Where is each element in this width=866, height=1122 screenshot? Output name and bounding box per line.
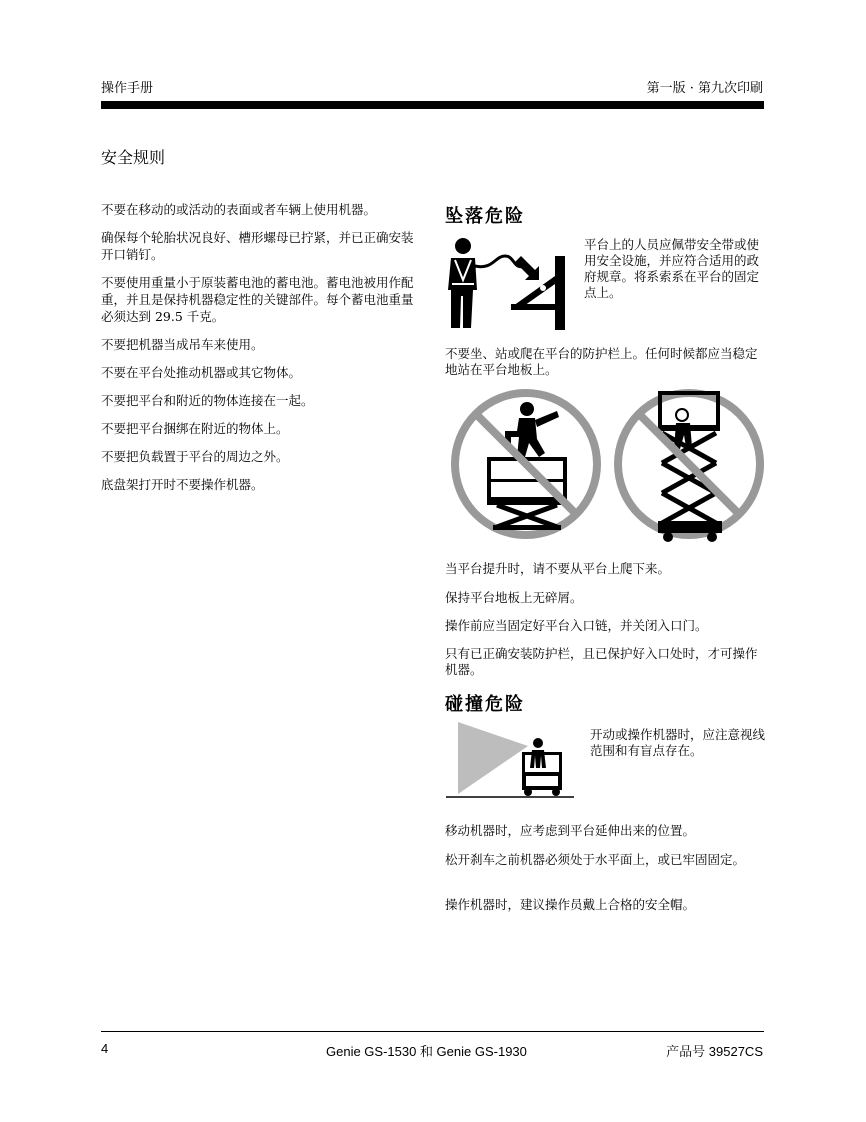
rule-item: 底盘架打开时不要操作机器。	[101, 477, 264, 492]
rule-item: 不要使用重量小于原装蓄电池的蓄电池。蓄电池被用作配重，并且是保持机器稳定性的关键部件。每个蓄电池重量必须达到 29.5 千克。	[101, 275, 414, 324]
left-column	[101, 201, 421, 504]
page-number: 4	[101, 1041, 109, 1056]
collision-hazard-item: 操作机器时，建议操作员戴上合格的安全帽。	[445, 897, 696, 912]
rule-item: 不要把机器当成吊车来使用。	[101, 337, 264, 352]
fall-hazard-item: 当平台提升时，请不要从平台上爬下来。	[445, 561, 671, 576]
harness-lanyard-illustration	[443, 236, 573, 332]
fall-hazard-item: 操作前应当固定好平台入口链，并关闭入口门。	[445, 618, 708, 633]
rule-item: 不要把负载置于平台的周边之外。	[101, 449, 289, 464]
collision-hazard-item: 移动机器时，应考虑到平台延伸出来的位置。	[445, 823, 696, 838]
rule-item: 不要在平台处推动机器或其它物体。	[101, 365, 302, 380]
rule-item: 不要把平台捆绑在附近的物体上。	[101, 421, 289, 436]
rule-item: 确保每个轮胎状况良好、槽形螺母已拧紧，并已正确安装开口销钉。	[101, 230, 414, 262]
no-climbing-guardrail-sign	[449, 387, 603, 541]
fall-hazard-item: 只有已正确安装防护栏，且已保护好入口处时，才可操作机器。	[445, 646, 758, 677]
sight-line-text: 开动或操作机器时，应注意视线范围和有盲点存在。	[590, 727, 766, 758]
section-title: 安全规则	[101, 148, 166, 167]
no-climbing-scissor-sign	[612, 387, 766, 551]
header-edition: 第一版 · 第九次印刷	[646, 81, 763, 96]
guardrail-text: 不要坐、站或爬在平台的防护栏上。任何时候都应当稳定地站在平台地板上。	[445, 346, 758, 377]
footer-part-number: 产品号 39527CS	[666, 1044, 763, 1059]
footer-rule	[101, 1031, 764, 1032]
rule-item: 不要把平台和附近的物体连接在一起。	[101, 393, 314, 408]
header-rule	[101, 101, 764, 109]
footer-model: Genie GS-1530 和 Genie GS-1930	[326, 1044, 527, 1059]
rule-item: 不要在移动的或活动的表面或者车辆上使用机器。	[101, 202, 377, 217]
harness-text: 平台上的人员应佩带安全带或使用安全设施，并应符合适用的政府规章。将系索系在平台的固定点上。	[584, 237, 760, 300]
sight-line-illustration	[446, 720, 574, 800]
fall-hazard-title: 坠落危险	[445, 206, 525, 227]
header-manual-title: 操作手册	[101, 81, 154, 96]
collision-hazard-title: 碰撞危险	[445, 694, 525, 715]
fall-hazard-item: 保持平台地板上无碎屑。	[445, 590, 583, 605]
collision-hazard-item: 松开刹车之前机器必须处于水平面上，或已牢固固定。	[445, 852, 746, 867]
